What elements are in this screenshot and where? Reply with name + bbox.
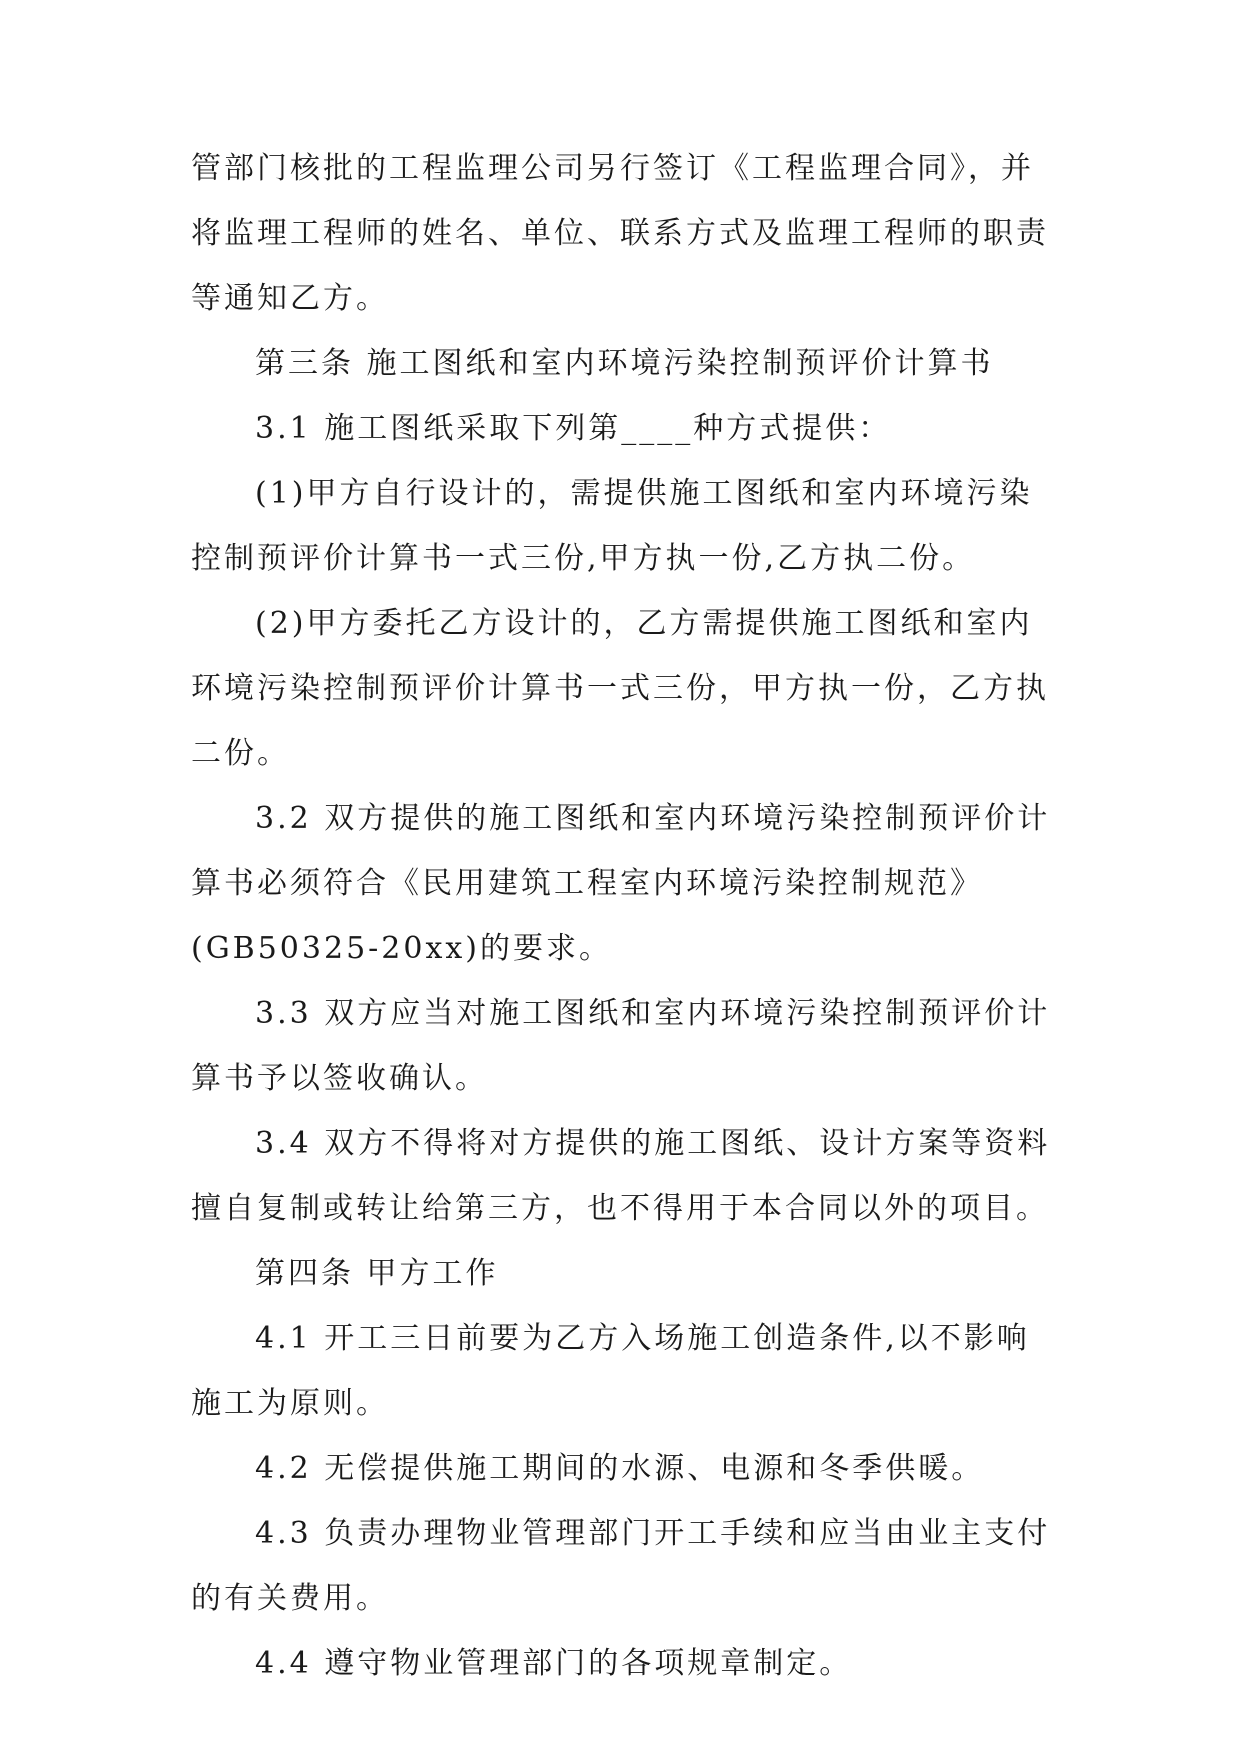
text-line: 的有关费用。 bbox=[191, 1581, 389, 1616]
clause-line: 3.1 施工图纸采取下列第____种方式提供： bbox=[255, 411, 892, 446]
text-line: 算书必须符合《民用建筑工程室内环境污染控制规范》 bbox=[191, 866, 983, 901]
text-line: 将监理工程师的姓名、单位、联系方式及监理工程师的职责 bbox=[191, 216, 1049, 251]
clause-line: 3.4 双方不得将对方提供的施工图纸、设计方案等资料 bbox=[255, 1126, 1051, 1161]
text-line: 算书予以签收确认。 bbox=[191, 1061, 488, 1096]
text-line: 施工为原则。 bbox=[191, 1386, 389, 1421]
clause-line: 4.4 遵守物业管理部门的各项规章制定。 bbox=[255, 1646, 853, 1681]
text-line: 控制预评价计算书一式三份,甲方执一份,乙方执二份。 bbox=[191, 541, 976, 576]
clause-line: 4.3 负责办理物业管理部门开工手续和应当由业主支付 bbox=[255, 1516, 1051, 1551]
text-line: 管部门核批的工程监理公司另行签订《工程监理合同》，并 bbox=[191, 151, 1034, 186]
clause-line: 4.1 开工三日前要为乙方入场施工创造条件,以不影响 bbox=[255, 1321, 1030, 1356]
section-heading: 第四条 甲方工作 bbox=[255, 1256, 499, 1291]
clause-line: 4.2 无偿提供施工期间的水源、电源和冬季供暖。 bbox=[255, 1451, 985, 1486]
text-line: 等通知乙方。 bbox=[191, 281, 389, 316]
clause-line: (1)甲方自行设计的，需提供施工图纸和室内环境污染 bbox=[255, 476, 1033, 511]
clause-line: 3.3 双方应当对施工图纸和室内环境污染控制预评价计 bbox=[255, 996, 1051, 1031]
text-line: 擅自复制或转让给第三方，也不得用于本合同以外的项目。 bbox=[191, 1191, 1049, 1226]
text-line: 二份。 bbox=[191, 736, 290, 771]
section-heading: 第三条 施工图纸和室内环境污染控制预评价计算书 bbox=[255, 346, 994, 381]
text-line: (GB50325-20xx)的要求。 bbox=[191, 931, 613, 966]
text-line: 环境污染控制预评价计算书一式三份，甲方执一份，乙方执 bbox=[191, 671, 1049, 706]
clause-line: 3.2 双方提供的施工图纸和室内环境污染控制预评价计 bbox=[255, 801, 1051, 836]
clause-line: (2)甲方委托乙方设计的，乙方需提供施工图纸和室内 bbox=[255, 606, 1033, 641]
document-body bbox=[191, 136, 1071, 1696]
